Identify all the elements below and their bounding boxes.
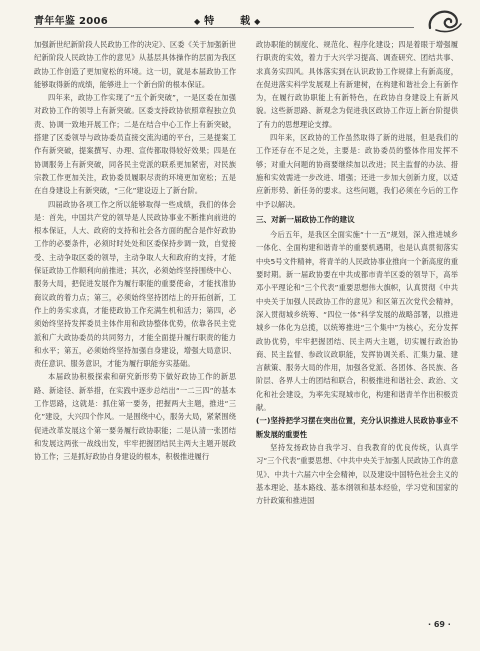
page-number: · 69 · xyxy=(428,620,451,629)
left-column xyxy=(34,38,236,464)
subsection-heading: (一)坚持把学习摆在突出位置，充分认识推进人民政协事业不断发展的重要性 xyxy=(256,416,458,439)
paragraph-continued: 政协职能的制度化、规范化、程序化建设；四是着眼于增强履行职责的实效，着力于大兴学习提高、调查研究、团结共事、求真务实四风。具体落实到在认识政协工作规律上有新高度，在促进落实科学发展观上有新建树，在构建和谐社会上有新作为，在履行政协职能上有新特色，在政协自身建设上有新风貌。这些新思路、新观念为促进我区政协工作迈上新台阶提供了有力的思想理论支撑。 xyxy=(256,40,458,129)
section-heading xyxy=(190,12,264,27)
swirl-logo-icon xyxy=(426,6,464,34)
paragraph: 四年来，政协工作实现了“五个新突破”，一是区委在加强对政协工作的领导上有新突破。区委支持政协依照章程独立负责、协调一致地开展工作；二是在结合中心工作上有新突破，搭建了区委领导与政协委员直接交流沟通的平台，三是提案工作有新突破，提案撰写、办理、宣传都取得较好效果；四是在协调服务上有新突破，同各民主党派的联系更加紧密，对民族宗教工作更加关注，政协委员履职尽责的环境更加宽松；五是在自身建设上有新突破，“三化”建设迈上了新台阶。 xyxy=(34,93,236,196)
journal-title: 青年年鉴 2006 xyxy=(34,16,109,27)
paragraph-continued: 加强新世纪新阶段人民政协工作的决定》、区委《关于加强新世纪新阶段人民政协工作的意见》从基层具体操作的层面为我区政协工作创造了更加宽松的环境。这一切，就是本届政协工作能够取得新的成绩，能够进上一个新台阶的根本保证。 xyxy=(34,40,236,89)
section-heading-text: 三、对新一届政协工作的建议 xyxy=(256,214,355,224)
section-char-2: 载 xyxy=(240,16,251,27)
paragraph: 四年来，区政协的工作虽然取得了新的进展，但是我们的工作还存在不足之处，主要是：政协委员的整体作用发挥不够；对重大问题的协商要继续加以改进；民主监督的办法、措施和实效需进一步改进、增强；还进一步加大创新力度，以适应新形势、新任务的要求。这些问题，我们必须在今后的工作中予以解决。 xyxy=(256,133,458,209)
paragraph: 本届政协积极探索和研究新形势下做好政协工作的新思路、新途径、新举措，在实践中逐步总结出“一二三四”的基本工作思路，这就是：抓住第一要务，把握两大主题，推进“三化”建设，大兴四个作风。一是围绕中心，服务大局，紧紧围绕促进改革发展这个第一要务履行政协职能；二是认清一张团结和发展这两张一战线出发，牢牢把握团结民主两大主题开展政协工作；三是抓好政协自身建设的根本，积极推进履行 xyxy=(34,372,236,462)
right-column xyxy=(256,38,458,507)
paragraph: 坚持发扬政协自我学习、自我教育的优良传统，认真学习“三个代表”重要思想、《中共中央关于加强人民政协工作的意见》、中共十六届六中全会精神，以及建设中国特色社会主义的基本理论、基本路线、基本纲领和基本经验，学习党和国家的方针政策和推进国 xyxy=(256,442,458,506)
header-rule xyxy=(34,27,414,28)
paragraph: 今后五年，是我区全面实施“十一五”规划，深入推进城乡一体化、全面构建和谐青羊的重要机遇期，也是认真贯彻落实中央5号文件精神，将青羊的人民政协事业推向一个新高度的重要时期。新一届政协要在中共成都市青羊区委的领导下，高举邓小平理论和“三个代表”重要思想伟大旗帜，认真贯彻《中共中央关于加强人民政协工作的意见》和区第五次党代会精神，深入贯彻城乡统筹、“四位一体”科学发展的战略部署，以推进城乡一体化为总揽，以统筹推进“三个集中”为核心，充分发挥政协优势，牢牢把握团结、民主两大主题，切实履行政治协商、民主监督、参政议政职能，发挥协调关系、汇集力量、建言献策、服务大局的作用，加强各党派、各团体、各民族、各阶层、各界人士的团结和联合，积极推进和谐社会、政治、文化和社会建设，为率先实现城市化，构建和谐青羊作出积极贡献。 xyxy=(256,230,458,413)
diamond-icon: ◆ xyxy=(194,17,201,26)
paragraph: 四届政协各项工作之所以能够取得一些成绩，我们的体会是：首先，中国共产党的领导是人民政协事业不断推向前进的根本保证，人大、政府的支持和社会各方面的配合是作好政协工作的必要条件，必须时时处处和区委保持步调一致，自觉接受、主动争取区委的领导，主动争取人大和政府的支持，才能保证政协工作顺利向前推进；其次，必须始终坚持围绕中心、服务大局，把促进发展作为履行职能的重要使命，才能找准协商议政的着力点；第三，必须始终坚持团结上的开拓创新，工作上的务实求真，才能使政协工作充满生机和活力；第四，必须始终坚持发挥委员主体作用和政协整体优势，依靠各民主党派和广大政协委员的共同努力，才能全面提升履行职责的能力和水平；第五，必须始终坚持加强自身建设，增强大局意识、责任意识、服务意识，才能为履行职能夯实基础。 xyxy=(34,199,236,369)
section-char-1: 特 xyxy=(204,16,215,27)
diamond-icon: ◆ xyxy=(254,17,261,26)
page-header xyxy=(0,0,480,30)
